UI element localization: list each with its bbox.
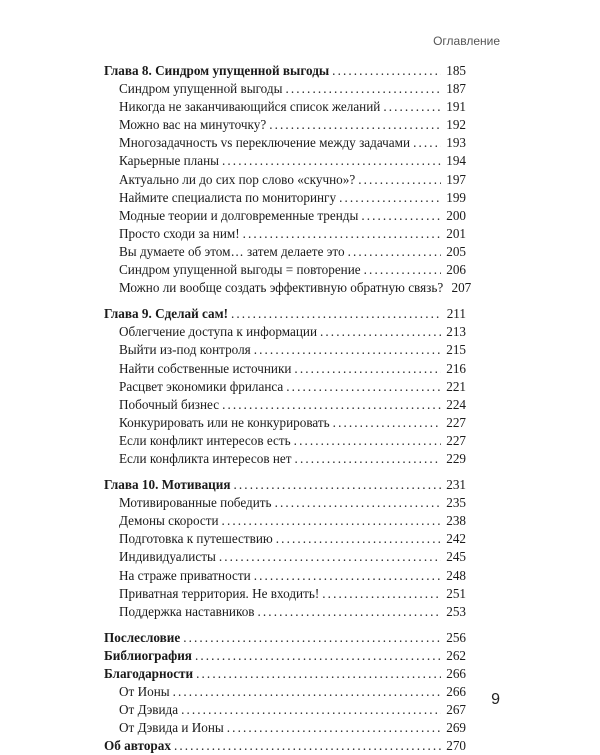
toc-entry-page: 267 (446, 702, 466, 718)
toc-section-entry (104, 603, 466, 621)
toc-entry-page: 192 (446, 117, 466, 133)
toc-entry-page: 199 (446, 189, 466, 205)
toc-section-entry (104, 585, 466, 603)
toc-section-entry (104, 207, 466, 225)
dot-leader (320, 323, 441, 341)
toc-entry-page: 216 (446, 360, 466, 376)
toc-entry-page: 227 (446, 414, 466, 430)
toc-entry-page: 191 (446, 99, 466, 115)
toc-entry-page: 270 (446, 738, 466, 754)
toc-entry-page: 242 (446, 531, 466, 547)
dot-leader (183, 629, 441, 647)
dot-leader (234, 476, 441, 494)
toc-entry-title: Можно ли вообще создать эффективную обратную связь? (119, 280, 444, 296)
dot-leader (332, 62, 441, 80)
toc-entry-title: От Дэвида (119, 702, 179, 718)
toc-entry-title: Поддержка наставников (119, 603, 255, 619)
dot-leader (254, 341, 441, 359)
toc-section-entry (104, 243, 466, 261)
toc-section-entry (104, 341, 466, 359)
dot-leader (285, 80, 441, 98)
dot-leader (195, 647, 441, 665)
toc-entry-page: 215 (446, 342, 466, 358)
toc-section-entry (104, 134, 466, 152)
toc-entry-title: Карьерные планы (119, 153, 220, 169)
toc-entry-title: Наймите специалиста по мониторингу (119, 189, 337, 205)
dot-leader (294, 360, 441, 378)
toc-entry-page: 185 (446, 63, 466, 78)
toc-entry-title: Просто сходи за ним! (119, 225, 240, 241)
toc-entry-title: Расцвет экономики фриланса (119, 378, 284, 394)
dot-leader (181, 701, 441, 719)
toc-entry-page: 245 (446, 549, 466, 565)
toc-entry-title: Синдром упущенной выгоды (119, 81, 283, 97)
toc-entry-page: 197 (446, 171, 466, 187)
toc-entry-page: 269 (446, 720, 466, 736)
toc-entry-page: 205 (446, 243, 466, 259)
toc-entry-title: Конкурировать или не конкурировать (119, 414, 330, 430)
toc-entry-page: 235 (446, 495, 466, 511)
dot-leader (413, 134, 441, 152)
toc-section-entry (104, 719, 466, 737)
dot-leader (333, 414, 441, 432)
dot-leader (383, 98, 441, 116)
toc-section-entry (104, 683, 466, 701)
toc-entry-page: 194 (446, 153, 466, 169)
toc-entry-title: Облегчение доступа к информации (119, 324, 318, 340)
toc-entry-title: От Ионы (119, 684, 170, 700)
toc-chapter-entry (104, 476, 466, 494)
toc-entry-title: Актуально ли до сих пор слово «скучно»? (119, 171, 356, 187)
toc-entry-title: Синдром упущенной выгоды = повторение (119, 262, 361, 278)
toc-entry-page: 266 (446, 666, 466, 681)
toc-section-entry (104, 494, 466, 512)
toc-section-entry (104, 378, 466, 396)
toc-entry-title: На страже приватности (119, 567, 251, 583)
toc-entry-page: 211 (446, 306, 466, 322)
toc-chapter-entry (104, 647, 466, 665)
dot-leader (219, 548, 441, 566)
toc-entry-title: Глава 9. Сделай сам! (104, 306, 229, 322)
toc-entry-title: Об авторах (104, 738, 171, 754)
toc-entry-page: 207 (451, 280, 472, 296)
table-of-contents (104, 62, 472, 755)
toc-section-entry (104, 512, 466, 530)
toc-entry-title: Благодарности (104, 666, 194, 681)
toc-entry-page: 221 (446, 378, 466, 394)
dot-leader (348, 243, 441, 261)
toc-entry-title: Побочный бизнес (119, 396, 220, 412)
dot-leader (254, 567, 441, 585)
dot-leader (258, 603, 441, 621)
toc-chapter-entry (104, 737, 466, 755)
dot-leader (275, 494, 441, 512)
dot-leader (222, 396, 441, 414)
toc-entry-title: Библиография (104, 647, 192, 663)
toc-entry-title: Если конфликт интересов есть (119, 432, 291, 448)
toc-section-entry (104, 432, 466, 450)
toc-entry-title: Модные теории и долговременные тренды (119, 207, 359, 223)
toc-entry-title: Многозадачность vs переключение между задачами (119, 135, 411, 151)
toc-entry-title: Мотивированные победить (119, 495, 272, 511)
toc-entry-page: 213 (446, 324, 466, 340)
dot-leader (322, 585, 441, 603)
toc-section-entry (104, 261, 466, 279)
toc-entry-title: Глава 8. Синдром упущенной выгоды (104, 63, 330, 78)
toc-section-entry (104, 116, 466, 134)
toc-entry-title: Если конфликта интересов нет (119, 450, 292, 466)
toc-entry-page: 227 (446, 432, 466, 448)
toc-section-entry (104, 548, 466, 566)
dot-leader (173, 683, 441, 701)
toc-entry-title: Демоны скорости (119, 513, 219, 529)
toc-entry-page: 206 (446, 262, 466, 278)
toc-entry-page: 253 (446, 603, 466, 619)
toc-entry-page: 187 (446, 81, 466, 97)
toc-entry-title: Индивидуалисты (119, 549, 216, 565)
dot-leader (222, 512, 441, 530)
dot-leader (358, 171, 441, 189)
toc-entry-page: 193 (446, 135, 466, 151)
toc-entry-title: Глава 10. Мотивация (104, 477, 231, 493)
toc-entry-page: 229 (446, 450, 466, 466)
toc-section-entry (104, 171, 466, 189)
toc-entry-page: 248 (446, 567, 466, 583)
toc-entry-title: Послесловие (104, 629, 181, 645)
dot-leader (174, 737, 441, 755)
dot-leader (269, 116, 441, 134)
toc-section-entry (104, 701, 466, 719)
toc-section-entry (104, 530, 466, 548)
toc-entry-page: 238 (446, 513, 466, 529)
toc-chapter-entry (104, 665, 466, 683)
dot-leader (364, 261, 441, 279)
toc-section-entry (104, 152, 466, 170)
toc-section-entry (104, 189, 466, 207)
toc-entry-page: 231 (446, 477, 466, 493)
dot-leader (286, 378, 441, 396)
toc-section-entry (104, 225, 466, 243)
toc-entry-title: Приватная территория. Не входить! (119, 585, 320, 601)
toc-chapter-entry (104, 62, 466, 80)
toc-chapter-entry (104, 305, 466, 323)
toc-entry-page: 224 (446, 396, 466, 412)
dot-leader (276, 530, 441, 548)
toc-entry-page: 262 (446, 647, 466, 663)
dot-leader (361, 207, 441, 225)
toc-section-entry (104, 567, 466, 585)
toc-entry-page: 256 (446, 629, 466, 645)
toc-section-entry (104, 98, 466, 116)
dot-leader (243, 225, 441, 243)
toc-entry-title: Вы думаете об этом… затем делаете это (119, 243, 345, 259)
toc-section-entry (104, 450, 466, 468)
toc-entry-title: Можно вас на минуточку? (119, 117, 267, 133)
toc-entry-page: 251 (446, 585, 466, 601)
toc-section-entry (104, 279, 472, 297)
page-number: 9 (491, 691, 500, 708)
toc-entry-title: Подготовка к путешествию (119, 531, 273, 547)
toc-section-entry (104, 80, 466, 98)
running-head: Оглавление (433, 34, 500, 48)
toc-entry-title: Никогда не заканчивающийся список желаний (119, 99, 381, 115)
toc-entry-page: 266 (446, 684, 466, 700)
toc-section-entry (104, 396, 466, 414)
toc-entry-title: От Дэвида и Ионы (119, 720, 224, 736)
dot-leader (339, 189, 441, 207)
dot-leader (295, 450, 441, 468)
toc-section-entry (104, 414, 466, 432)
dot-leader (196, 665, 441, 683)
dot-leader (231, 305, 441, 323)
toc-chapter-entry (104, 629, 466, 647)
dot-leader (294, 432, 441, 450)
toc-entry-page: 200 (446, 207, 466, 223)
toc-section-entry (104, 323, 466, 341)
toc-entry-title: Найти собственные источники (119, 360, 292, 376)
dot-leader (222, 152, 441, 170)
dot-leader (227, 719, 441, 737)
toc-entry-title: Выйти из-под контроля (119, 342, 251, 358)
toc-section-entry (104, 360, 466, 378)
toc-entry-page: 201 (446, 225, 466, 241)
